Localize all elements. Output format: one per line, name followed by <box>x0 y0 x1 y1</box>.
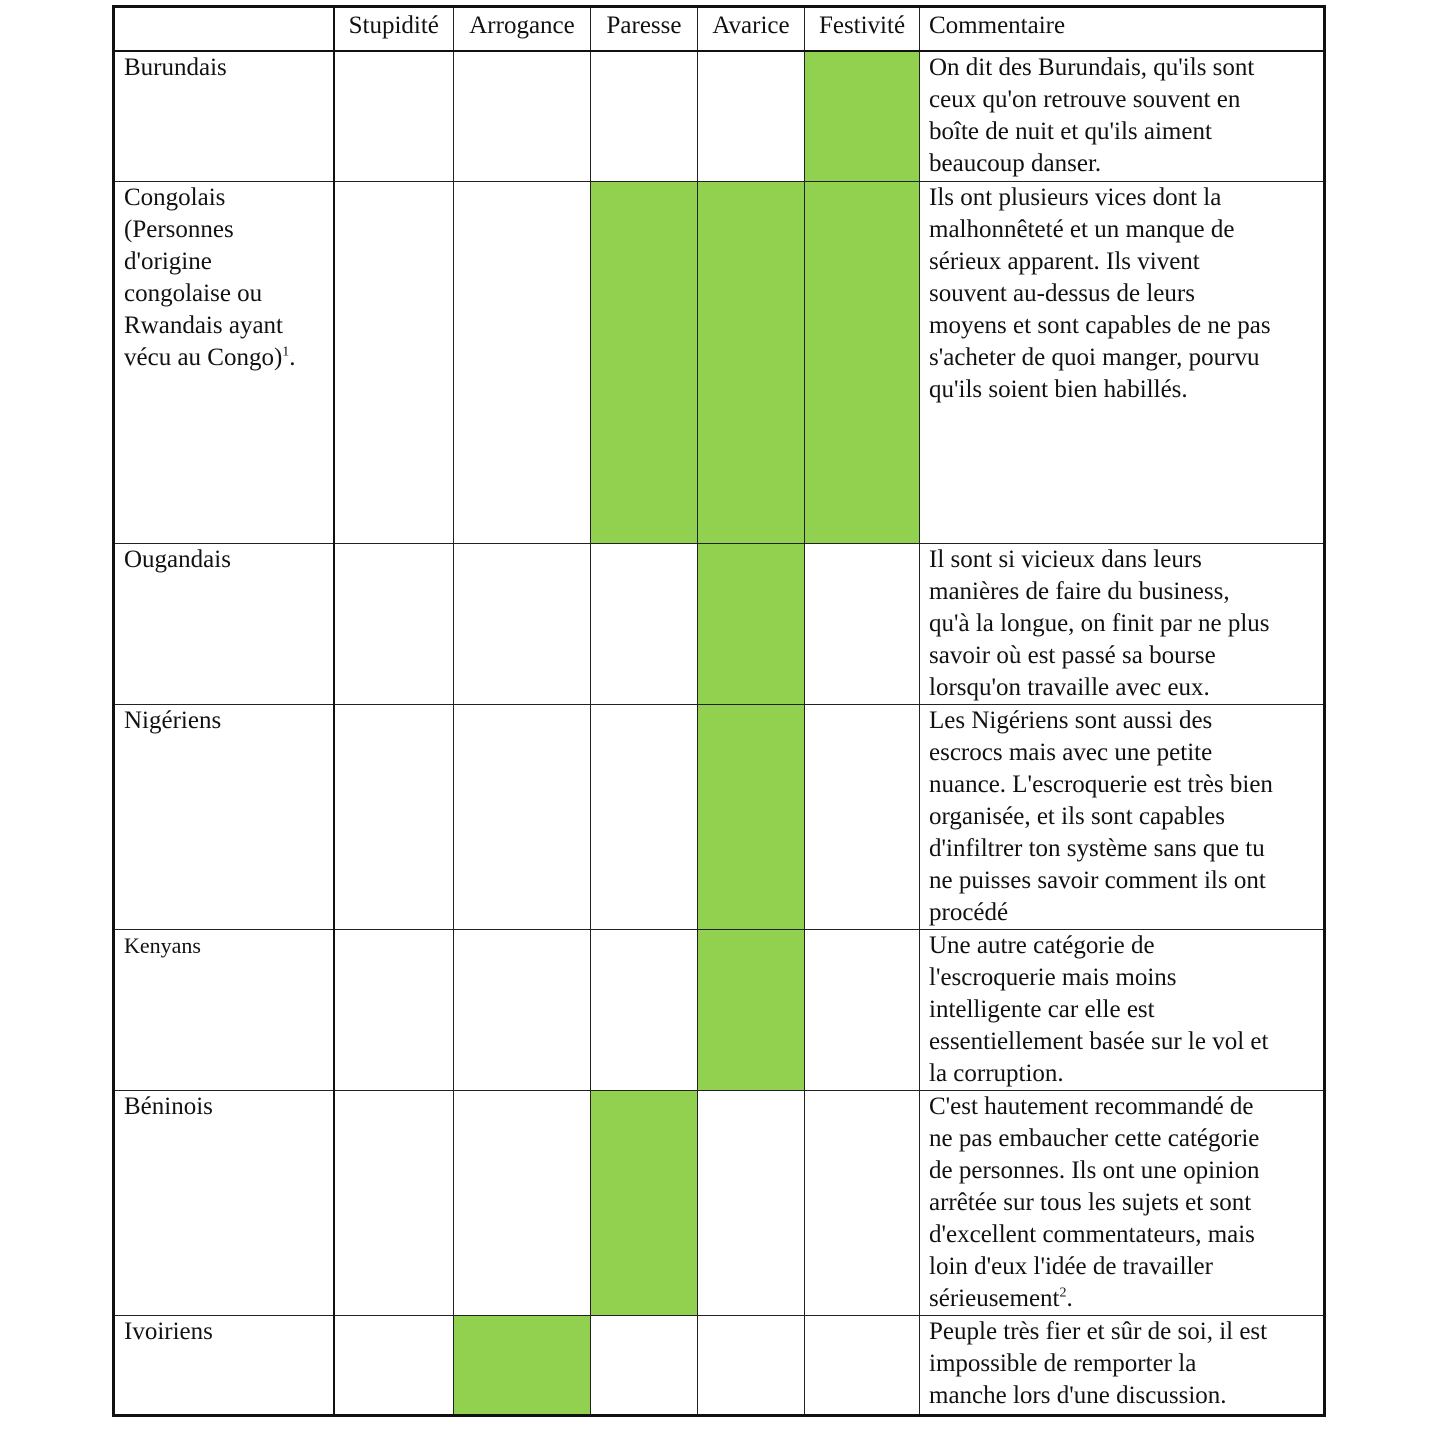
comment-line: ceux qu'on retrouve souvent en <box>929 86 1241 113</box>
column-header: Festivité <box>805 7 920 52</box>
row-label <box>114 544 334 705</box>
trait-cell-empty <box>334 1091 454 1316</box>
table-header-row <box>114 7 1325 52</box>
trait-cell-marked <box>591 1091 698 1316</box>
comment-cell <box>920 930 1325 1091</box>
stereotype-table <box>112 5 1326 1417</box>
trait-cell-empty <box>698 1091 805 1316</box>
row-label-line: Ivoiriens <box>124 1318 213 1345</box>
comment-line: malhonnêteté et un manque de <box>929 216 1235 243</box>
comment-cell <box>920 182 1325 544</box>
comment-cell <box>920 544 1325 705</box>
comment-cell <box>920 1316 1325 1416</box>
row-label-line: d'origine <box>124 248 212 275</box>
comment-line: de personnes. Ils ont une opinion <box>929 1157 1260 1184</box>
trait-cell-empty <box>334 1316 454 1416</box>
comment-line: l'escroquerie mais moins <box>929 964 1177 991</box>
comment-line: d'infiltrer ton système sans que tu <box>929 835 1265 862</box>
table-row <box>114 705 1325 930</box>
column-header: Paresse <box>591 7 698 52</box>
trait-cell-empty <box>334 930 454 1091</box>
row-label-line: Béninois <box>124 1093 213 1120</box>
trait-cell-empty <box>454 544 591 705</box>
comment-line: C'est hautement recommandé de <box>929 1093 1254 1120</box>
table-row <box>114 930 1325 1091</box>
comment-line: qu'ils soient bien habillés. <box>929 376 1188 403</box>
comment-line: lorsqu'on travaille avec eux. <box>929 674 1210 701</box>
column-header: Stupidité <box>334 7 454 52</box>
footnote-suffix: . <box>1066 1285 1073 1312</box>
trait-cell-empty <box>454 705 591 930</box>
comment-line: essentiellement basée sur le vol et <box>929 1028 1269 1055</box>
row-label-line: (Personnes <box>124 216 234 243</box>
trait-cell-empty <box>591 1316 698 1416</box>
column-header: Commentaire <box>920 7 1325 52</box>
trait-cell-marked <box>698 544 805 705</box>
column-header: Arrogance <box>454 7 591 52</box>
header-corner <box>114 7 334 52</box>
trait-cell-marked <box>698 182 805 544</box>
row-label <box>114 705 334 930</box>
trait-cell-marked <box>805 51 920 182</box>
footnote-ref: 2 <box>1059 1285 1067 1301</box>
trait-cell-empty <box>591 705 698 930</box>
trait-cell-marked <box>591 182 698 544</box>
trait-cell-marked <box>698 705 805 930</box>
trait-cell-marked <box>805 182 920 544</box>
trait-cell-empty <box>698 1316 805 1416</box>
comment-text: sérieusement <box>929 1285 1060 1312</box>
comment-line: escrocs mais avec une petite <box>929 739 1213 766</box>
row-label-text: vécu au Congo) <box>124 344 283 371</box>
table-row <box>114 544 1325 705</box>
row-label <box>114 1316 334 1416</box>
comment-cell <box>920 51 1325 182</box>
trait-cell-empty <box>454 182 591 544</box>
comment-line: moyens et sont capables de ne pas <box>929 312 1271 339</box>
row-label-line: Kenyans <box>124 933 201 958</box>
comment-line: Il sont si vicieux dans leurs <box>929 546 1202 573</box>
comment-line: Ils ont plusieurs vices dont la <box>929 184 1222 211</box>
comment-cell <box>920 705 1325 930</box>
comment-line: nuance. L'escroquerie est très bien <box>929 771 1273 798</box>
comment-line: sérieux apparent. Ils vivent <box>929 248 1200 275</box>
trait-cell-empty <box>591 930 698 1091</box>
table-row <box>114 182 1325 544</box>
comment-line: loin d'eux l'idée de travailler <box>929 1253 1213 1280</box>
trait-cell-marked <box>454 1316 591 1416</box>
trait-cell-empty <box>805 930 920 1091</box>
comment-line: manières de faire du business, <box>929 578 1230 605</box>
comment-line: d'excellent commentateurs, mais <box>929 1221 1255 1248</box>
footnote-ref: 1 <box>282 344 290 360</box>
row-label-line: Rwandais ayant <box>124 312 283 339</box>
row-label-line: Congolais <box>124 184 226 211</box>
comment-line: Peuple très fier et sûr de soi, il est <box>929 1318 1268 1345</box>
row-label <box>114 182 334 544</box>
trait-cell-empty <box>454 1091 591 1316</box>
trait-cell-empty <box>334 544 454 705</box>
comment-line: s'acheter de quoi manger, pourvu <box>929 344 1260 371</box>
column-header: Avarice <box>698 7 805 52</box>
row-label-line <box>124 342 333 374</box>
comment-line: la corruption. <box>929 1060 1064 1087</box>
trait-cell-empty <box>805 1316 920 1416</box>
comment-line: beaucoup danser. <box>929 150 1102 177</box>
row-label-line: Nigériens <box>124 707 222 734</box>
trait-cell-empty <box>805 705 920 930</box>
comment-line: Une autre catégorie de <box>929 932 1155 959</box>
comment-line: On dit des Burundais, qu'ils sont <box>929 54 1255 81</box>
row-label <box>114 51 334 182</box>
comment-line: impossible de remporter la <box>929 1350 1197 1377</box>
comment-line: intelligente car elle est <box>929 996 1155 1023</box>
comment-line: ne pas embaucher cette catégorie <box>929 1125 1260 1152</box>
comment-line: ne puisses savoir comment ils ont <box>929 867 1266 894</box>
comment-line: procédé <box>929 899 1009 926</box>
table-row <box>114 1091 1325 1316</box>
footnote-suffix: . <box>289 344 296 371</box>
trait-cell-empty <box>334 705 454 930</box>
trait-cell-empty <box>698 51 805 182</box>
row-label-line: congolaise ou <box>124 280 263 307</box>
table-row <box>114 51 1325 182</box>
row-label <box>114 1091 334 1316</box>
comment-line: arrêtée sur tous les sujets et sont <box>929 1189 1252 1216</box>
comment-line: qu'à la longue, on finit par ne plus <box>929 610 1270 637</box>
trait-cell-empty <box>805 1091 920 1316</box>
comment-line: Les Nigériens sont aussi des <box>929 707 1213 734</box>
trait-cell-empty <box>454 51 591 182</box>
row-label-line: Ougandais <box>124 546 231 573</box>
trait-cell-empty <box>454 930 591 1091</box>
comment-line <box>929 1283 1323 1315</box>
trait-cell-marked <box>698 930 805 1091</box>
trait-cell-empty <box>805 544 920 705</box>
row-label-line: Burundais <box>124 54 227 81</box>
table-row <box>114 1316 1325 1416</box>
comment-line: souvent au-dessus de leurs <box>929 280 1195 307</box>
comment-line: savoir où est passé sa bourse <box>929 642 1216 669</box>
row-label <box>114 930 334 1091</box>
comment-cell <box>920 1091 1325 1316</box>
trait-cell-empty <box>591 51 698 182</box>
trait-cell-empty <box>334 182 454 544</box>
trait-cell-empty <box>591 544 698 705</box>
comment-line: organisée, et ils sont capables <box>929 803 1225 830</box>
comment-line: boîte de nuit et qu'ils aiment <box>929 118 1212 145</box>
trait-cell-empty <box>334 51 454 182</box>
comment-line: manche lors d'une discussion. <box>929 1382 1227 1409</box>
